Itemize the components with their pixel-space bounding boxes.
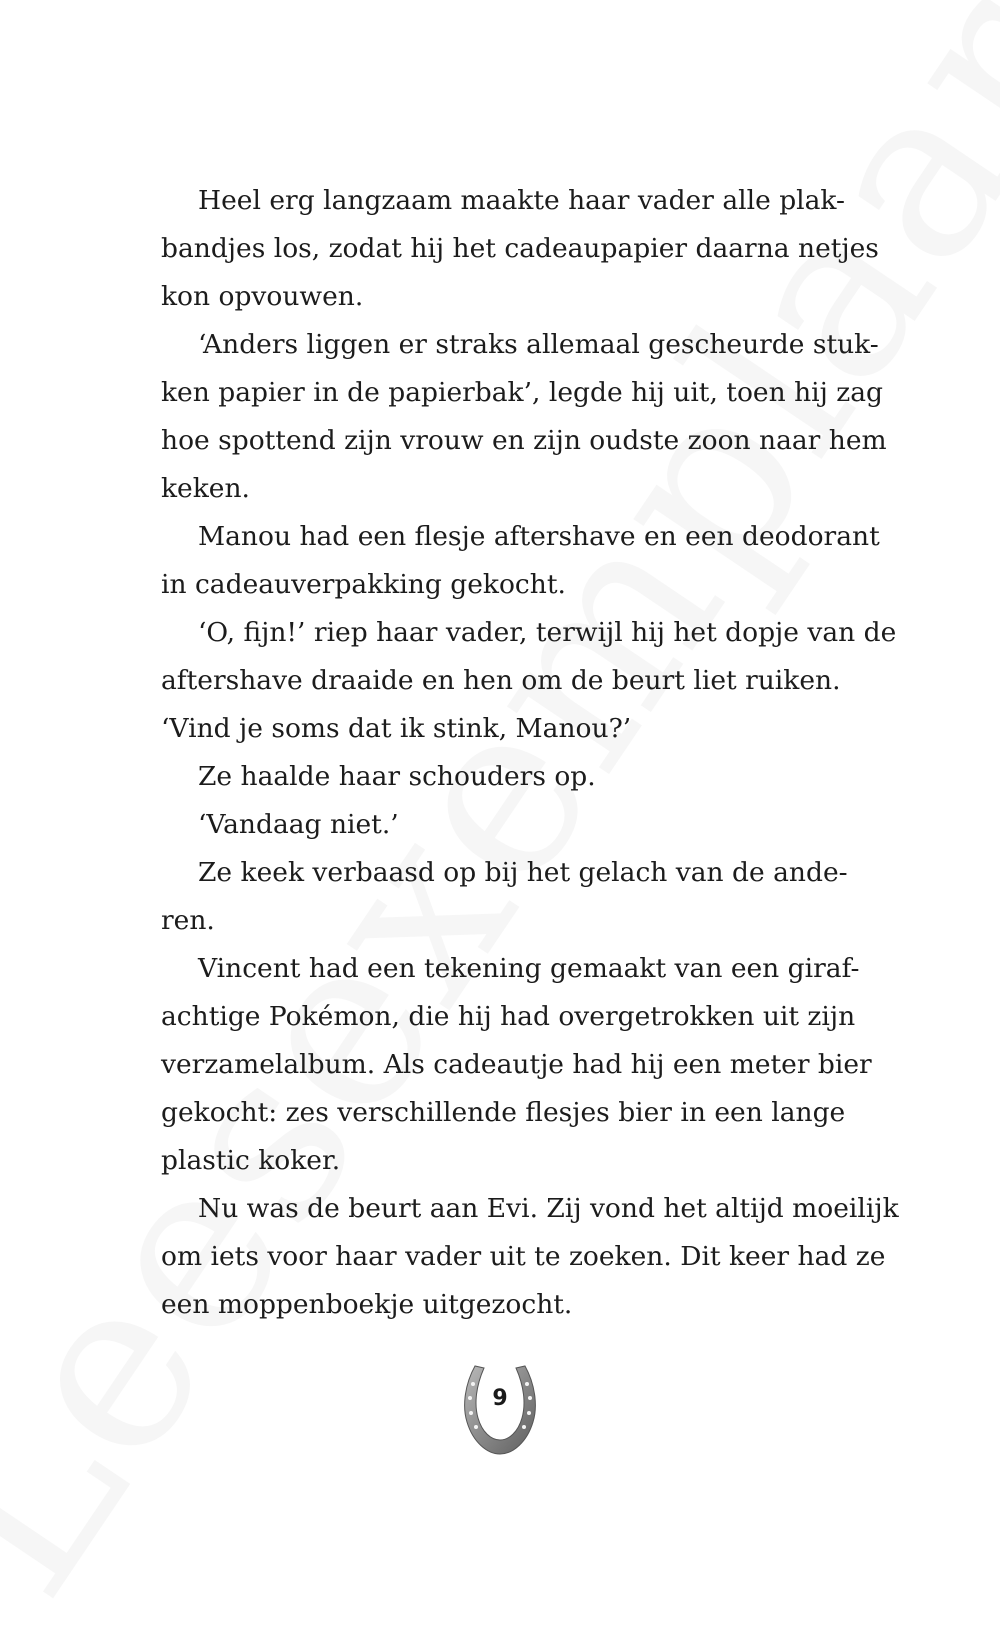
text-line: Manou had een flesje aftershave en een deodorant bbox=[198, 521, 880, 552]
text-line: kon opvouwen. bbox=[161, 281, 364, 312]
body-text bbox=[161, 177, 899, 1329]
text-line: om iets voor haar vader uit te zoeken. Dit keer had ze bbox=[161, 1241, 886, 1272]
text-line: ‘Anders liggen er straks allemaal gescheurde stuk- bbox=[198, 329, 879, 360]
text-line: Vincent had een tekening gemaakt van een giraf- bbox=[198, 953, 860, 984]
paragraph bbox=[161, 945, 872, 1185]
text-line: ren. bbox=[161, 905, 215, 936]
paragraph bbox=[161, 321, 887, 513]
page-number: 9 bbox=[492, 1386, 508, 1411]
text-line: keken. bbox=[161, 473, 250, 504]
text-line: Ze haalde haar schouders op. bbox=[198, 761, 596, 792]
paragraph bbox=[161, 177, 879, 321]
text-line: ‘Vandaag niet.’ bbox=[198, 809, 399, 840]
paragraph bbox=[161, 753, 839, 801]
text-line: Heel erg langzaam maakte haar vader alle plak- bbox=[198, 185, 845, 216]
text-line: plastic koker. bbox=[161, 1145, 341, 1176]
paragraph bbox=[161, 609, 897, 753]
paragraph bbox=[161, 849, 848, 945]
text-line: gekocht: zes verschillende flesjes bier in een lange bbox=[161, 1097, 846, 1128]
page-number-badge bbox=[461, 1358, 539, 1458]
paragraph bbox=[161, 1185, 899, 1329]
text-line: hoe spottend zijn vrouw en zijn oudste zoon naar hem bbox=[161, 425, 887, 456]
text-line: in cadeauverpakking gekocht. bbox=[161, 569, 566, 600]
text-line: aftershave draaide en hen om de beurt liet ruiken. bbox=[161, 665, 841, 696]
text-line: verzamelalbum. Als cadeautje had hij een meter bier bbox=[161, 1049, 872, 1080]
text-line: ken papier in de papierbak’, legde hij uit, toen hij zag bbox=[161, 377, 883, 408]
text-line: ‘O, fijn!’ riep haar vader, terwijl hij het dopje van de bbox=[198, 617, 897, 648]
paragraph bbox=[161, 801, 839, 849]
text-line: een moppenboekje uitgezocht. bbox=[161, 1289, 573, 1320]
text-line: Ze keek verbaasd op bij het gelach van de ande- bbox=[198, 857, 848, 888]
text-line: achtige Pokémon, die hij had overgetrokken uit zijn bbox=[161, 1001, 856, 1032]
text-line: ‘Vind je soms dat ik stink, Manou?’ bbox=[161, 713, 632, 744]
paragraph bbox=[161, 513, 880, 609]
text-line: bandjes los, zodat hij het cadeaupapier daarna netjes bbox=[161, 233, 879, 264]
text-line: Nu was de beurt aan Evi. Zij vond het altijd moeilijk bbox=[198, 1193, 899, 1224]
